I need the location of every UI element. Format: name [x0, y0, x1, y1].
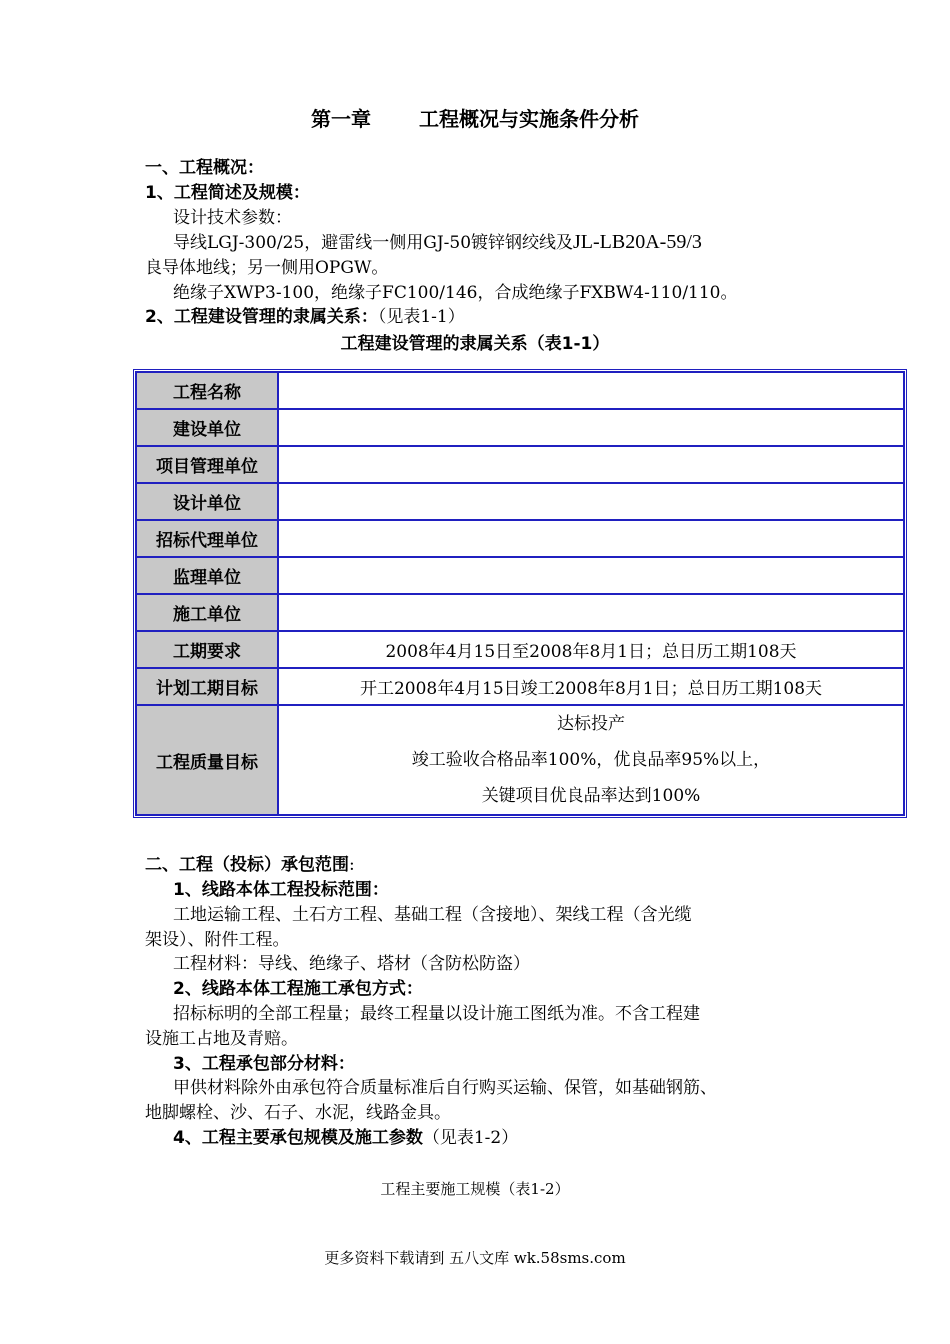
section2-sub4-ref: （见表1-2） [422, 1128, 519, 1148]
section1-sub1-heading: 1、工程简述及规模： [145, 183, 310, 203]
quality-line: 关键项目优良品率达到100% [481, 786, 701, 806]
row-label: 施工单位 [136, 594, 278, 631]
row-label: 计划工期目标 [136, 668, 278, 705]
row-label: 工程名称 [136, 372, 278, 409]
row-label: 工期要求 [136, 631, 278, 668]
section2-heading-line [145, 853, 355, 877]
table-row [136, 520, 904, 557]
table-row [136, 446, 904, 483]
quality-value [278, 705, 904, 815]
quality-line: 达标投产 [557, 714, 625, 734]
row-label: 招标代理单位 [136, 520, 278, 557]
row-value [278, 409, 904, 446]
conductor-line1-text: 导线LGJ-300/25，避雷线一侧用GJ-50镀锌钢绞线及 [173, 233, 574, 253]
row-label: 建设单位 [136, 409, 278, 446]
row-label: 工程质量目标 [136, 705, 278, 815]
section2-sub3-line2: 地脚螺栓、沙、石子、水泥，线路金具。 [145, 1103, 451, 1123]
section2-sub4-heading: 4、工程主要承包规模及施工参数 [173, 1128, 423, 1148]
section2-sub2-line1: 招标标明的全部工程量；最终工程量以设计施工图纸为准。不含工程建 [173, 1004, 700, 1024]
conductor-line1 [173, 230, 702, 255]
row-value [278, 594, 904, 631]
section2-heading-colon: : [349, 855, 355, 875]
row-value [278, 372, 904, 409]
section2-sub1-line2: 架设）、附件工程。 [145, 930, 290, 950]
conductor-line1-model: JL-LB20A-59/3 [573, 231, 702, 253]
section2-sub3-heading: 3、工程承包部分材料： [173, 1054, 355, 1074]
table-row [136, 409, 904, 446]
section2-sub2-line2: 设施工占地及青赔。 [145, 1029, 298, 1049]
table2-caption: 工程主要施工规模（表1-2） [380, 1180, 570, 1198]
chapter-number: 第一章 [311, 107, 371, 131]
table-row [136, 668, 904, 705]
section2-sub4 [173, 1126, 518, 1150]
table-row [136, 594, 904, 631]
relationship-table [133, 369, 907, 818]
table1-caption: 工程建设管理的隶属关系（表1-1） [340, 334, 610, 354]
table-row [136, 483, 904, 520]
conductor-line2: 良导体地线；另一侧用OPGW。 [145, 258, 389, 278]
section2-sub3-line1: 甲供材料除外由承包符合质量标准后自行购买运输、保管，如基础钢筋、 [173, 1078, 717, 1098]
section2-sub2-heading: 2、线路本体工程施工承包方式： [173, 979, 423, 999]
section2-heading: 二、工程（投标）承包范围 [145, 855, 349, 875]
insulator-line: 绝缘子XWP3-100，绝缘子FC100/146，合成绝缘子FXBW4-110/110。 [173, 283, 738, 303]
section1-sub2-ref: （见表1-1） [377, 307, 465, 327]
table-row [136, 372, 904, 409]
table-row [136, 631, 904, 668]
section2-sub1-heading: 1、线路本体工程投标范围： [173, 880, 389, 900]
table-row [136, 705, 904, 815]
table-row [136, 557, 904, 594]
footer-download-note: 更多资料下载请到 五八文库 wk.58sms.com [324, 1249, 626, 1267]
row-value: 2008年4月15日至2008年8月1日；总日历工期108天 [278, 631, 904, 668]
row-value [278, 520, 904, 557]
quality-line: 竣工验收合格品率100%，优良品率95%以上， [411, 750, 771, 770]
section2-sub1-materials: 工程材料：导线、绝缘子、塔材（含防松防盗） [173, 954, 530, 974]
section1-heading: 一、工程概况： [145, 158, 264, 178]
row-value [278, 446, 904, 483]
row-value [278, 557, 904, 594]
chapter-title [0, 103, 950, 132]
row-value [278, 483, 904, 520]
section2-sub1-line1: 工地运输工程、土石方工程、基础工程（含接地）、架线工程（含光缆 [173, 905, 692, 925]
row-label: 设计单位 [136, 483, 278, 520]
row-value: 开工2008年4月15日竣工2008年8月1日；总日历工期108天 [278, 668, 904, 705]
row-label: 监理单位 [136, 557, 278, 594]
section1-sub2-heading: 2、工程建设管理的隶属关系： [145, 307, 378, 327]
row-label: 项目管理单位 [136, 446, 278, 483]
section1-sub2 [145, 305, 465, 329]
chapter-name: 工程概况与实施条件分析 [419, 107, 639, 131]
design-params-label: 设计技术参数： [173, 208, 292, 228]
